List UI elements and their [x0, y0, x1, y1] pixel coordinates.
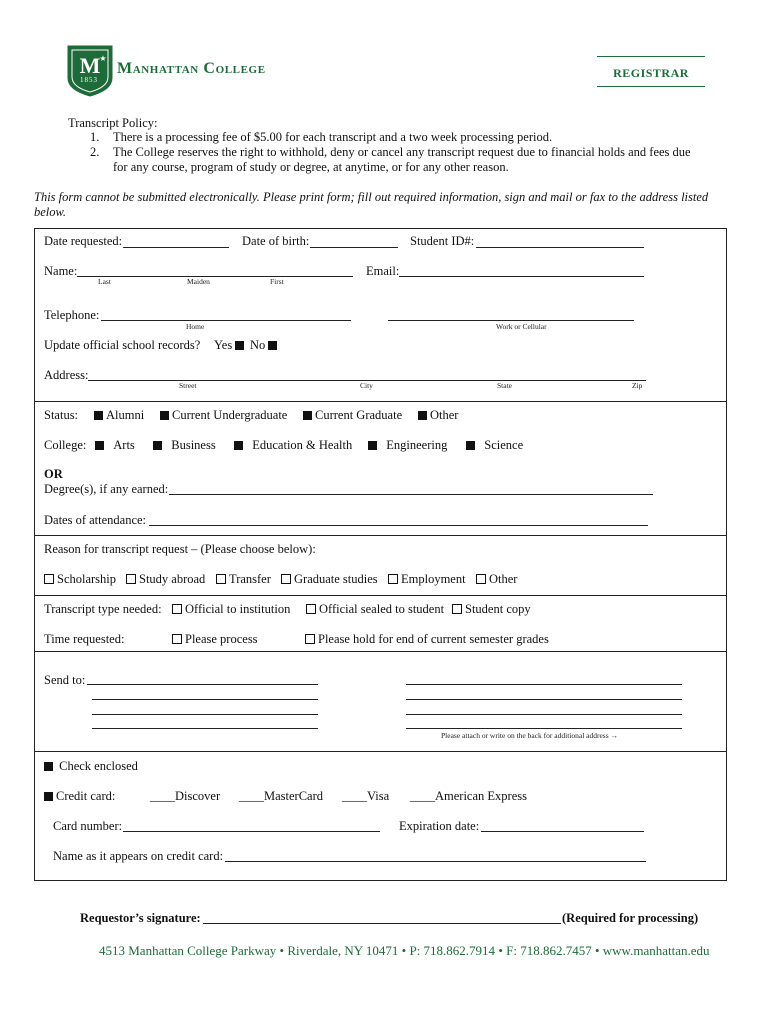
type-official-institution[interactable]: [172, 602, 290, 617]
option-label: Discover: [175, 789, 221, 803]
section-divider: [34, 595, 726, 596]
time-please-process[interactable]: [172, 632, 258, 647]
option-label: Current Graduate: [315, 408, 403, 422]
reason-study-abroad[interactable]: [126, 572, 205, 587]
option-label: Check enclosed: [59, 759, 138, 773]
time-requested-label: Time requested:: [44, 632, 125, 646]
seal-year: 1853: [80, 76, 98, 84]
checkbox[interactable]: [305, 634, 315, 644]
checkbox[interactable]: [452, 604, 462, 614]
college-label: College:: [44, 438, 87, 452]
option-label: Alumni: [106, 408, 145, 422]
checkbox[interactable]: [172, 634, 182, 644]
send-to-right-line-2[interactable]: [406, 699, 682, 700]
street-hint: Street: [179, 381, 197, 390]
card-visa[interactable]: ____Visa: [342, 789, 390, 803]
policy-item-1: There is a processing fee of $5.00 for each transcript and a two week processing period.: [113, 130, 553, 144]
send-to-right-line-4[interactable]: [406, 728, 682, 729]
signature-field[interactable]: [203, 923, 561, 924]
option-label: Please process: [185, 632, 258, 646]
card-amex[interactable]: ____American Express: [410, 789, 527, 803]
checkbox[interactable]: [368, 441, 377, 450]
signature-required: (Required for processing): [562, 911, 699, 925]
send-to-right-line-3[interactable]: [406, 714, 682, 715]
dates-attendance-field[interactable]: [149, 525, 648, 526]
policy-item-2: The College reserves the right to withhold, deny or cancel any transcript request due to financial holds and fees due: [113, 145, 691, 159]
option-label: Scholarship: [57, 572, 117, 586]
telephone-label: Telephone:: [44, 308, 100, 322]
bullet-icon: •: [279, 943, 288, 958]
date-requested-field[interactable]: [123, 247, 229, 248]
reason-graduate-studies[interactable]: [281, 572, 378, 587]
section-divider: [34, 651, 726, 652]
checkbox[interactable]: [388, 574, 398, 584]
option-label: American Express: [435, 789, 527, 803]
status-current-graduate[interactable]: [303, 408, 402, 423]
dates-attendance-label: Dates of attendance:: [44, 513, 147, 527]
degrees-label: Degree(s), if any earned:: [44, 482, 169, 496]
zip-hint: Zip: [632, 381, 643, 390]
option-label: Official sealed to student: [319, 602, 445, 616]
card-number-label: Card number:: [53, 819, 123, 833]
svg-text:M: M: [79, 53, 101, 78]
footer-phone: P: 718.862.7914: [409, 943, 496, 958]
type-official-sealed[interactable]: [306, 602, 444, 617]
college-education-health[interactable]: [234, 438, 352, 453]
checkbox[interactable]: [476, 574, 486, 584]
policy-num-2: 2.: [90, 145, 100, 159]
option-label: Transfer: [229, 572, 271, 586]
work-phone-field[interactable]: [388, 320, 634, 321]
college-business[interactable]: [153, 438, 216, 453]
or-label: OR: [44, 467, 63, 481]
option-label: Engineering: [386, 438, 448, 452]
send-to-left-line-1[interactable]: [87, 684, 318, 685]
checkbox[interactable]: [44, 792, 53, 801]
name-maiden-hint: Maiden: [187, 277, 210, 286]
date-requested-label: Date requested:: [44, 234, 123, 248]
credit-card[interactable]: [44, 789, 115, 804]
send-to-left-line-2[interactable]: [92, 699, 318, 700]
college-seal-icon: [66, 44, 114, 98]
email-field[interactable]: [399, 276, 644, 277]
checkbox[interactable]: [172, 604, 182, 614]
name-on-card-label: Name as it appears on credit card:: [53, 849, 224, 863]
checkbox[interactable]: [44, 762, 53, 771]
option-label: Study abroad: [139, 572, 206, 586]
option-label: Other: [430, 408, 459, 422]
name-last-hint: Last: [98, 277, 111, 286]
college-engineering[interactable]: [368, 438, 447, 453]
bullet-icon: •: [401, 943, 410, 958]
status-label: Status:: [44, 408, 79, 422]
address-label: Address:: [44, 368, 89, 382]
city-hint: City: [360, 381, 373, 390]
name-first-hint: First: [270, 277, 284, 286]
reason-other[interactable]: [476, 572, 517, 587]
expiration-label: Expiration date:: [399, 819, 480, 833]
update-records-question: Update official school records?: [44, 338, 201, 352]
footer-web[interactable]: www.manhattan.edu: [602, 943, 710, 958]
college-arts[interactable]: [95, 438, 135, 453]
option-label: Graduate studies: [294, 572, 378, 586]
type-student-copy[interactable]: [452, 602, 531, 617]
checkbox[interactable]: [126, 574, 136, 584]
home-phone-field[interactable]: [101, 320, 351, 321]
checkbox[interactable]: [95, 441, 104, 450]
section-divider: [34, 401, 726, 402]
option-label: Education & Health: [252, 438, 353, 452]
policy-num-1: 1.: [90, 130, 100, 144]
option-label: Business: [171, 438, 216, 452]
expiration-field[interactable]: [481, 831, 644, 832]
no-label: No: [250, 338, 266, 352]
college-science[interactable]: [466, 438, 523, 453]
checkbox[interactable]: [234, 441, 243, 450]
reason-employment[interactable]: [388, 572, 466, 587]
status-current-undergraduate[interactable]: [160, 408, 287, 423]
name-label: Name:: [44, 264, 78, 278]
degrees-field[interactable]: [169, 494, 653, 495]
card-number-field[interactable]: [123, 831, 380, 832]
no-checkbox[interactable]: [268, 341, 277, 350]
reason-scholarship[interactable]: [44, 572, 116, 587]
card-discover[interactable]: ____Discover: [150, 789, 221, 803]
student-id-label: Student ID#:: [410, 234, 475, 248]
option-label: Current Undergraduate: [172, 408, 288, 422]
yes-label: Yes: [214, 338, 233, 352]
state-hint: State: [497, 381, 512, 390]
office-name: REGISTRAR: [613, 66, 689, 80]
footer-city: Riverdale, NY 10471: [287, 943, 399, 958]
section-divider: [34, 535, 726, 536]
yes-checkbox[interactable]: [235, 341, 244, 350]
work-phone-hint: Work or Cellular: [496, 322, 547, 331]
checkbox[interactable]: [153, 441, 162, 450]
update-records-no[interactable]: [250, 338, 280, 353]
signature-label: Requestor’s signature:: [80, 911, 201, 925]
option-label: Visa: [367, 789, 390, 803]
bullet-icon: •: [498, 943, 507, 958]
college-name: Manhattan College: [117, 60, 266, 77]
notice-line-2: below.: [34, 205, 67, 219]
name-on-card-field[interactable]: [225, 861, 646, 862]
home-phone-hint: Home: [186, 322, 205, 331]
option-label: Student copy: [465, 602, 531, 616]
svg-text:★: ★: [99, 54, 107, 63]
option-label: Please hold for end of current semester grades: [318, 632, 549, 646]
footer-address: 4513 Manhattan College Parkway: [99, 943, 277, 958]
send-to-left-line-3[interactable]: [92, 714, 318, 715]
college-logo: [66, 44, 114, 102]
registrar-rule-bottom: [597, 86, 705, 87]
checkbox[interactable]: [44, 574, 54, 584]
status-alumni[interactable]: [94, 408, 144, 423]
option-label: MasterCard: [264, 789, 324, 803]
option-label: Credit card:: [56, 789, 116, 803]
status-other[interactable]: [418, 408, 458, 423]
registrar-rule-top: [597, 56, 705, 57]
footer-contact: [99, 943, 710, 959]
option-label: Other: [489, 572, 518, 586]
checkbox[interactable]: [418, 411, 427, 420]
checkbox[interactable]: [303, 411, 312, 420]
option-label: Official to institution: [185, 602, 291, 616]
checkbox[interactable]: [94, 411, 103, 420]
name-field[interactable]: [77, 276, 353, 277]
reason-label: Reason for transcript request – (Please choose below):: [44, 542, 316, 556]
policy-item-2-cont: for any course, program of study or degree, at anytime, or for any other reason.: [113, 160, 509, 174]
send-to-left-line-4[interactable]: [92, 728, 318, 729]
checkbox[interactable]: [466, 441, 475, 450]
card-mastercard[interactable]: ____MasterCard: [239, 789, 324, 803]
send-to-right-line-1[interactable]: [406, 684, 682, 685]
additional-address-note: Please attach or write on the back for additional address →: [441, 731, 619, 740]
notice-line-1: This form cannot be submitted electronically. Please print form; fill out required information, sign and mail or fax to the address listed: [34, 190, 709, 204]
checkbox[interactable]: [306, 604, 316, 614]
update-records-yes[interactable]: [214, 338, 247, 353]
section-divider: [34, 751, 726, 752]
reason-transfer[interactable]: [216, 572, 271, 587]
date-of-birth-label: Date of birth:: [242, 234, 310, 248]
transcript-type-label: Transcript type needed:: [44, 602, 162, 616]
checkbox[interactable]: [281, 574, 291, 584]
check-enclosed[interactable]: [44, 759, 138, 774]
policy-title: Transcript Policy:: [68, 116, 158, 130]
bullet-icon: •: [594, 943, 603, 958]
send-to-label: Send to:: [44, 673, 86, 687]
student-id-field[interactable]: [476, 247, 644, 248]
time-please-hold[interactable]: [305, 632, 549, 647]
footer-fax: F: 718.862.7457: [506, 943, 592, 958]
option-label: Arts: [113, 438, 135, 452]
date-of-birth-field[interactable]: [310, 247, 398, 248]
email-label: Email:: [366, 264, 400, 278]
checkbox[interactable]: [216, 574, 226, 584]
option-label: Employment: [401, 572, 466, 586]
option-label: Science: [484, 438, 524, 452]
checkbox[interactable]: [160, 411, 169, 420]
